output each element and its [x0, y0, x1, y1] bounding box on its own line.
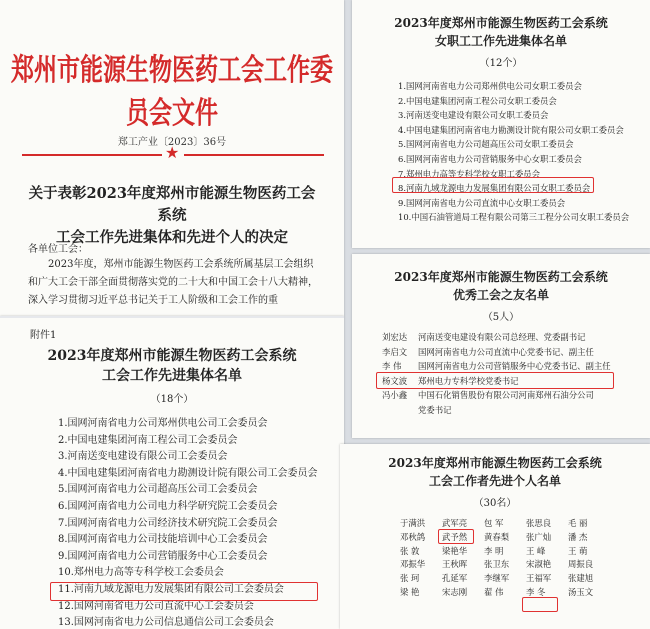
list-item: 5.国网河南省电力公司超高压公司工会委员会 — [58, 484, 258, 496]
person-title: 国网河南省电力公司营销服务中心党委书记、副主任 — [418, 361, 611, 372]
person-name: 武予然 — [442, 531, 468, 542]
person-name: 毛 丽 — [568, 518, 588, 528]
individual-title-line2: 工会工作者先进个人名单 — [428, 474, 561, 488]
list-item: 1.国网河南省电力公司郑州供电公司女职工委员会 — [398, 81, 582, 91]
person-name: 王秋晖 — [442, 559, 468, 570]
person-title: 国网河南省电力公司直流中心党委书记、副主任 — [418, 346, 594, 357]
person-name: 张卫东 — [484, 559, 510, 570]
highlight-box — [376, 372, 614, 389]
person-name: 宋淑艳 — [526, 559, 552, 570]
person-name: 武军亮 — [442, 518, 468, 528]
collective-title — [20, 346, 324, 386]
collective-list-page — [0, 316, 344, 629]
person-name: 张广灿 — [526, 531, 552, 542]
person-title: 党委书记 — [418, 404, 452, 415]
person-name: 杨文波 — [382, 375, 408, 386]
person-name: 李启文 — [382, 346, 408, 357]
list-item: 10.中国石油管道局工程有限公司第三工程分公司女职工委员会 — [398, 212, 630, 223]
person-name: 周振良 — [568, 559, 594, 570]
list-item: 5.国网河南省电力公司超高压公司女职工委员会 — [398, 139, 574, 150]
female-title — [372, 14, 630, 50]
friends-title-line1: 2023年度郑州市能源生物医药工会系统 — [394, 270, 608, 284]
star-icon: ★ — [165, 143, 180, 162]
person-name: 包 军 — [484, 518, 504, 528]
person-name: 张 敦 — [400, 545, 420, 556]
person-name: 李 明 — [484, 545, 504, 556]
person-name: 汤玉文 — [568, 586, 594, 597]
list-item — [382, 330, 646, 345]
list-item: 7.郑州电力高等专科学校女职工委员会 — [398, 168, 540, 179]
list-item — [382, 403, 646, 418]
person-name: 刘宏达 — [382, 332, 408, 342]
union-friends-page — [352, 254, 650, 438]
list-item: 6.国网河南省电力公司营销服务中心女职工委员会 — [398, 153, 582, 164]
list-item: 10.郑州电力高等专科学校工会委员会 — [58, 567, 224, 579]
person-title: 郑州电力专科学校党委书记 — [418, 375, 519, 386]
list-item: 4.中国电建集团河南省电力勘测设计院有限公司女职工委员会 — [398, 124, 624, 135]
decision-title-line2: 工会工作先进集体和先进个人的决定 — [56, 229, 288, 246]
list-item: 9.国网河南省电力公司直流中心女职工委员会 — [398, 197, 566, 208]
list-item — [382, 388, 646, 403]
person-name — [382, 403, 418, 418]
list-item: 11.河南九域龙源电力发展集团有限公司工会委员会 — [58, 583, 284, 595]
person-name: 王 峰 — [526, 545, 546, 556]
collective-title-line1: 2023年度郑州市能源生物医药工会系统 — [47, 348, 297, 364]
person-name: 张思良 — [526, 518, 552, 528]
person-name: 邓振华 — [400, 559, 426, 570]
person-name: 梁艳华 — [442, 545, 468, 556]
person-name: 黄春梨 — [484, 531, 510, 542]
person-name: 张建旭 — [568, 573, 594, 584]
female-count: （12个） — [479, 58, 523, 69]
collective-count: （18个） — [150, 394, 194, 405]
greeting: 各单位工会： — [28, 244, 88, 255]
person-title: 中国石化销售股份有限公司河南郑州石油分公司 — [418, 390, 594, 401]
list-item: 3.河南送变电建设有限公司女职工委员会 — [398, 110, 549, 121]
person-name: 李继军 — [484, 573, 510, 584]
person-name: 翟 伟 — [484, 586, 504, 597]
individual-title — [360, 454, 630, 490]
list-item: 3.河南送变电建设有限公司工会委员会 — [58, 451, 228, 463]
person-name: 孔延军 — [442, 573, 468, 584]
female-list — [398, 79, 646, 225]
female-title-line1: 2023年度郑州市能源生物医药工会系统 — [394, 16, 608, 30]
list-item: 1.国网河南省电力公司郑州供电公司工会委员会 — [58, 418, 268, 429]
decision-title-line1: 关于表彰2023年度郑州市能源生物医药工会系统 — [28, 185, 316, 224]
document-red-header: 郑州市能源生物医药工会工作委员会文件 — [11, 52, 333, 131]
person-title: 河南送变电建设有限公司总经理、党委副书记 — [418, 332, 586, 342]
person-name: 邓秋鸽 — [400, 531, 426, 542]
list-item: 6.国网河南省电力公司电力科学研究院工会委员会 — [58, 500, 278, 512]
person-name: 张 珂 — [400, 573, 420, 584]
attachment-label: 附件1 — [30, 330, 57, 341]
collective-title-line2: 工会工作先进集体名单 — [102, 368, 242, 384]
highlight-box — [50, 582, 318, 601]
friends-title — [372, 268, 630, 304]
list-item: 8.国网河南省电力公司技能培训中心工会委员会 — [58, 534, 268, 546]
list-item: 7.国网河南省电力公司经济技术研究院工会委员会 — [58, 517, 278, 529]
document-number: 郑工产业〔2023〕36号 — [117, 137, 227, 148]
red-divider-right — [184, 154, 324, 156]
person-name: 王福军 — [526, 573, 552, 584]
list-item: 8.河南九域龙源电力发展集团有限公司女职工委员会 — [398, 183, 591, 194]
list-item: 13.国网河南省电力公司信息通信公司工会委员会 — [58, 617, 274, 629]
person-name: 冯小鑫 — [382, 390, 408, 401]
person-name: 潘 杰 — [568, 531, 588, 542]
highlight-box — [392, 177, 594, 193]
female-collective-page — [352, 0, 650, 248]
female-title-line2: 女职工工作先进集体名单 — [434, 34, 567, 48]
list-item: 4.中国电建集团河南省电力勘测设计院有限公司工会委员会 — [58, 467, 318, 479]
person-name: 梁 艳 — [400, 586, 420, 597]
red-divider-left — [22, 154, 162, 156]
person-name: 于满洪 — [400, 518, 426, 528]
decision-body: 2023年度，郑州市能源生物医药工会系统所属基层工会组织和广大工会干部全面贯彻落实党的二十大和中国工会十八大精神，深入学习贯彻习近平总书记关于工人阶级和工会工作的重 — [28, 259, 318, 306]
highlight-box — [522, 597, 558, 612]
individual-list-page — [340, 444, 650, 629]
person-name: 李 冬 — [526, 586, 546, 597]
list-item: 2.中国电建集团河南工程公司工会委员会 — [58, 434, 238, 446]
highlight-box — [438, 529, 474, 544]
list-item: 9.国网河南省电力公司营销服务中心工会委员会 — [58, 550, 268, 562]
friends-count: （5人） — [482, 312, 520, 323]
list-item: 12.国网河南省电力公司直流中心工会委员会 — [58, 600, 254, 612]
friends-title-line2: 优秀工会之友名单 — [452, 288, 549, 302]
list-item — [382, 345, 646, 360]
person-name: 王 萌 — [568, 545, 588, 556]
individual-name-grid — [400, 518, 610, 598]
individual-count: （30名） — [473, 498, 517, 509]
individual-title-line1: 2023年度郑州市能源生物医药工会系统 — [388, 456, 602, 470]
list-item: 2.中国电建集团河南工程公司女职工委员会 — [398, 95, 557, 106]
person-name: 李 伟 — [382, 361, 402, 372]
decision-document-page — [0, 0, 344, 316]
person-name: 宋志刚 — [442, 586, 468, 597]
